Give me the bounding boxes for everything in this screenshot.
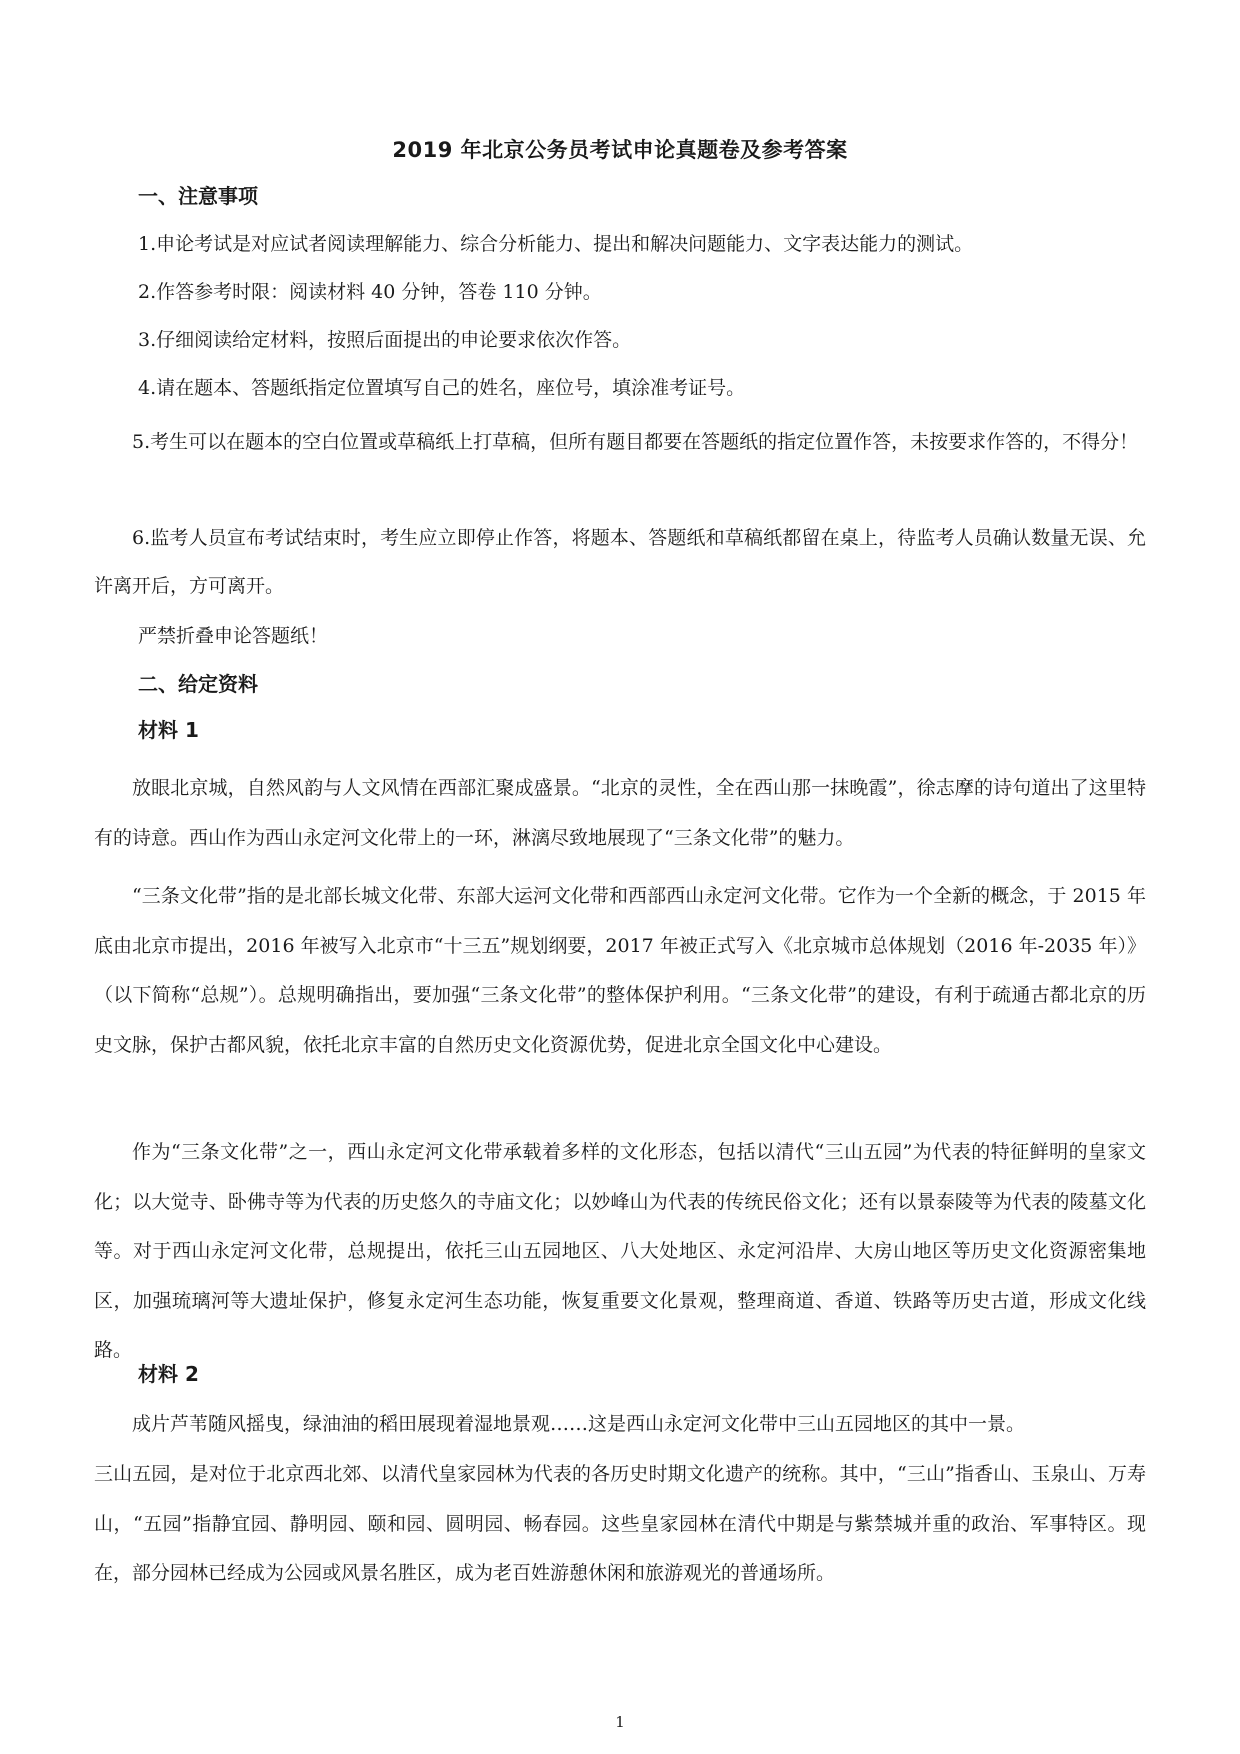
material-2-paragraph: 三山五园，是对位于北京西北郊、以清代皇家园林为代表的各历史时期文化遗产的统称。其中，“三山”指香山、玉泉山、万寿山，“五园”指静宜园、静明园、颐和园、圆明园、畅春园。这些皇家园林在清代中期是与紫禁城并重的政治、军事特区。现在，部分园林已经成为公园或风景名胜区，成为老百姓游憩休闲和旅游观光的普通场所。 <box>94 1463 1146 1584</box>
note-item-1: 1.申论考试是对应试者阅读理解能力、综合分析能力、提出和解决问题能力、文字表达能力的测试。 <box>138 233 974 255</box>
material-2-first-line: 成片芦苇随风摇曳，绿油油的稻田展现着湿地景观……这是西山永定河文化带中三山五园地区的其中一景。 <box>132 1413 1026 1435</box>
material-1-paragraph-1: 放眼北京城，自然风韵与人文风情在西部汇聚成盛景。“北京的灵性，全在西山那一抹晚霞”，徐志摩的诗句道出了这里特有的诗意。西山作为西山永定河文化带上的一环，淋漓尽致地展现了“三条文化带”的魅力。 <box>94 777 1146 849</box>
note-warning: 严禁折叠申论答题纸！ <box>138 625 329 647</box>
document-title: 2019 年北京公务员考试申论真题卷及参考答案 <box>392 138 848 162</box>
section-heading-materials: 二、给定资料 <box>138 672 258 696</box>
note-item-2: 2.作答参考时限：阅读材料 40 分钟，答卷 110 分钟。 <box>138 281 602 303</box>
material-1-paragraph-2: “三条文化带”指的是北部长城文化带、东部大运河文化带和西部西山永定河文化带。它作为一个全新的概念，于 2015 年底由北京市提出，2016 年被写入北京市“十三五”规划纲要，2017 年被正式写入《北京城市总体规划（2016 年-2035 年）》（以下简称“总规”）。总规明确指出，要加强“三条文化带”的整体保护利用。“三条文化带”的建设，有利于疏通古都北京的历史文脉，保护古都风貌，依托北京丰富的自然历史文化资源优势，促进北京全国文化中心建设。 <box>94 885 1146 1056</box>
material-1-heading: 材料 1 <box>138 718 199 742</box>
material-1-paragraph-3: 作为“三条文化带”之一，西山永定河文化带承载着多样的文化形态，包括以清代“三山五园”为代表的特征鲜明的皇家文化；以大觉寺、卧佛寺等为代表的历史悠久的寺庙文化；以妙峰山为代表的传统民俗文化；还有以景泰陵等为代表的陵墓文化等。对于西山永定河文化带，总规提出，依托三山五园地区、八大处地区、永定河沿岸、大房山地区等历史文化资源密集地区，加强琉璃河等大遗址保护，修复永定河生态功能，恢复重要文化景观，整理商道、香道、铁路等历史古道，形成文化线路。 <box>94 1141 1146 1361</box>
note-item-5: 5.考生可以在题本的空白位置或草稿纸上打草稿，但所有题目都要在答题纸的指定位置作答，未按要求作答的，不得分！ <box>132 431 1139 453</box>
page-number: 1 <box>615 1713 625 1731</box>
note-item-6: 6.监考人员宣布考试结束时，考生应立即停止作答，将题本、答题纸和草稿纸都留在桌上，待监考人员确认数量无误、允许离开后，方可离开。 <box>94 527 1146 597</box>
note-item-4: 4.请在题本、答题纸指定位置填写自己的姓名，座位号，填涂准考证号。 <box>138 377 746 399</box>
note-item-3: 3.仔细阅读给定材料，按照后面提出的申论要求依次作答。 <box>138 329 632 351</box>
section-heading-notes: 一、注意事项 <box>138 184 258 208</box>
material-2-heading: 材料 2 <box>138 1362 199 1386</box>
